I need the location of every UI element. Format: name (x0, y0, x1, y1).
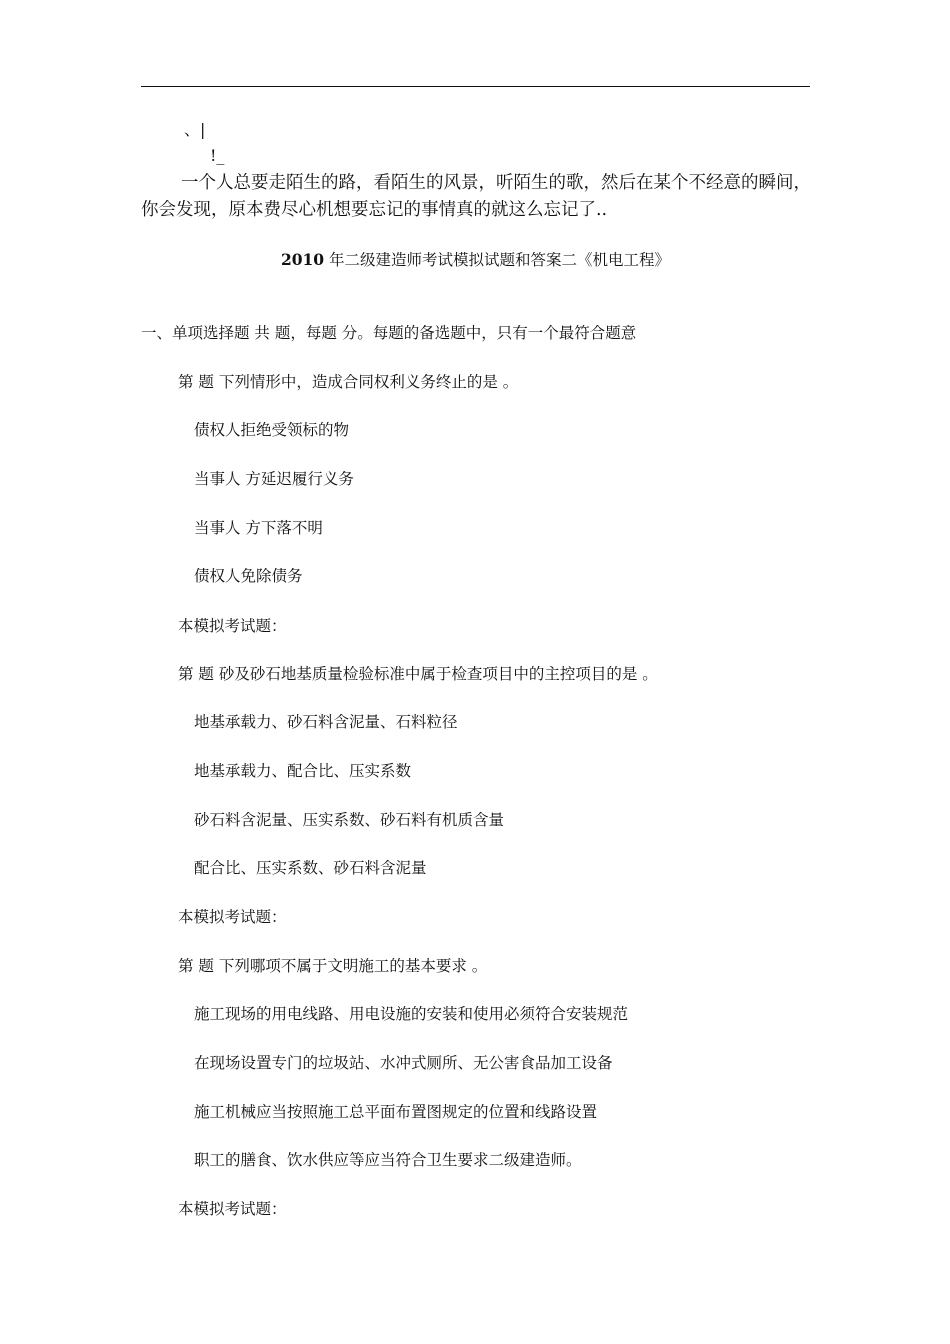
header-mark-2: !_ (210, 146, 225, 165)
question-3-option-a: 施工现场的用电线路、用电设施的安装和使用必须符合安装规范 (194, 1005, 629, 1023)
question-2-option-a: 地基承载力、砂石料含泥量、石料粒径 (194, 713, 458, 731)
question-1-note: 本模拟考试题： (178, 617, 287, 635)
question-1-option-d: 债权人免除债务 (194, 567, 303, 585)
title-year: 2010 (280, 250, 325, 269)
question-2-option-d: 配合比、压实系数、砂石料含泥量 (194, 859, 427, 877)
question-3-stem: 第 题 下列哪项不属于文明施工的基本要求 。 (178, 957, 488, 975)
question-1-stem: 第 题 下列情形中，造成合同权利义务终止的是 。 (178, 373, 519, 391)
intro-paragraph: 一个人总要走陌生的路，看陌生的风景，听陌生的歌，然后在某个不经意的瞬间，你会发现，原本费尽心机想要忘记的事情真的就这么忘记了.. (141, 173, 811, 220)
question-2-option-b: 地基承载力、配合比、压实系数 (194, 762, 412, 780)
question-2-note: 本模拟考试题： (178, 908, 287, 926)
question-1-option-b: 当事人 方延迟履行义务 (194, 470, 354, 488)
document-title (141, 250, 810, 270)
section-heading: 一、单项选择题 共 题，每题 分。每题的备选题中，只有一个最符合题意 (141, 324, 637, 342)
question-3-option-c: 施工机械应当按照施工总平面布置图规定的位置和线路设置 (194, 1103, 598, 1121)
question-3-option-d: 职工的膳食、饮水供应等应当符合卫生要求二级建造师。 (194, 1151, 582, 1169)
header-rule (141, 86, 810, 87)
question-1-option-a: 债权人拒绝受领标的物 (194, 421, 350, 439)
question-1-option-c: 当事人 方下落不明 (194, 519, 323, 537)
question-2-option-c: 砂石料含泥量、压实系数、砂石料有机质含量 (194, 811, 505, 829)
question-3-option-b: 在现场设置专门的垃圾站、水冲式厕所、无公害食品加工设备 (194, 1054, 613, 1072)
question-3-note: 本模拟考试题： (178, 1200, 287, 1218)
question-2-stem: 第 题 砂及砂石地基质量检验标准中属于检查项目中的主控项目的是 。 (178, 665, 658, 683)
title-text: 年二级建造师考试模拟试题和答案二《机电工程》 (324, 251, 671, 269)
header-mark-1: 、| (184, 120, 206, 139)
